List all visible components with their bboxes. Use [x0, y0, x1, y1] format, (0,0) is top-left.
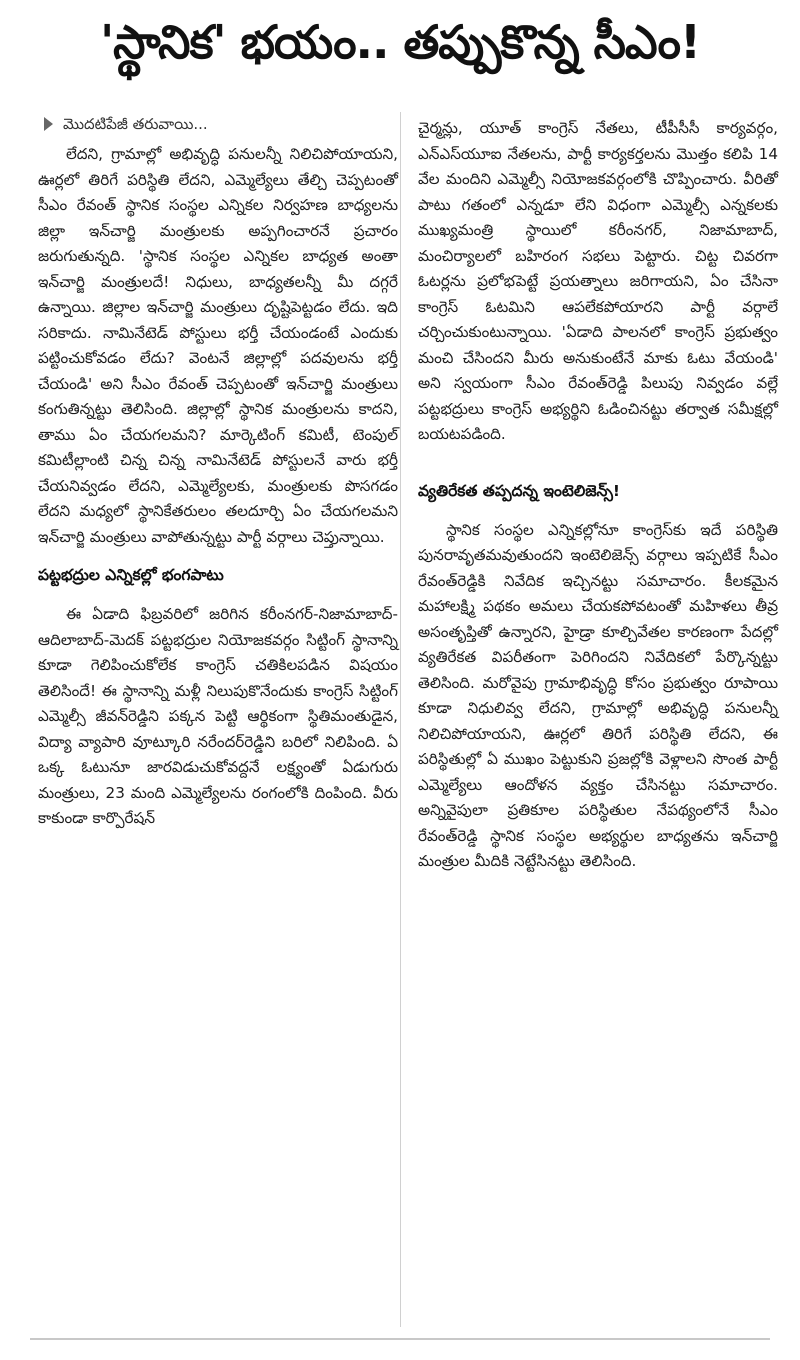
headline: 'స్థానిక' భయం.. తప్పుకొన్న సీఎం! — [100, 15, 700, 69]
column-divider — [400, 112, 401, 1327]
paragraph: స్థానిక సంస్థల ఎన్నికల్లోనూ కాంగ్రెస్‌కు ఇదే పరిస్థితి పునరావృతమవుతుందని ఇంటెలిజెన్స్ వర్గాలు ఇప్పటికే సీఎం రేవంత్‌రెడ్డికి నివేదిక ఇచ్చినట్టు సమాచారం. కీలకమైన మహాలక్ష్మి పథకం అమలు చేయకపోవటంతో మహిళలు తీవ్ర అసంతృప్తితో ఉన్నారని, హైడ్రా కూల్చివేతల కారణంగా పేదల్లో వ్యతిరేకత విపరీతంగా పెరిగిందని నివేదికలో పేర్కొన్నట్టు తెలిసింది. మరోవైపు గ్రామాభివృద్ధి కోసం ప్రభుత్వం రూపాయి కూడా నిధులివ్వ లేదని, గ్రామాల్లో అభివృద్ధి పనులన్నీ నిలిచిపోయాయని, ఊర్లలో తిరిగే పరిస్థితి లేదని, ఈ పరిస్థితుల్లో ఏ ముఖం పెట్టుకుని ప్రజల్లోకి వెళ్లాలని సొంత పార్టీ ఎమ్మెల్యేలు ఆందోళన వ్యక్తం చేసినట్టు సమాచారం. అన్నివైపులా ప్రతికూల పరిస్థితుల నేపథ్యంలోనే సీఎం రేవంత్‌రెడ్డి స్థానిక సంస్థల అభ్యర్థుల బాధ్యతను ఇన్‌చార్జి మంత్రుల మీదికి నెట్టేసినట్టు తెలిసింది. — [418, 520, 778, 870]
subheading: పట్టభద్రుల ఎన్నికల్లో భంగపాటు — [38, 566, 224, 584]
left-column — [38, 112, 398, 832]
continued-label: మొదటిపేజీ తరువాయి... — [63, 115, 208, 133]
subheading: వ్యతిరేకత తప్పదన్న ఇంటెలిజెన్స్! — [418, 481, 621, 500]
bottom-rule — [30, 1338, 770, 1340]
paragraph: ఈ ఏడాది ఫిబ్రవరిలో జరిగిన కరీంనగర్-నిజామాబాద్-ఆదిలాబాద్-మెదక్ పట్టభద్రుల నియోజకవర్గం సిట్టింగ్ స్థానాన్ని కూడా గెలిపించుకోలేక కాంగ్రెస్ చతికిలపడిన విషయం తెలిసిందే! ఈ స్థానాన్ని మళ్లీ నిలుపుకొనేందుకు కాంగ్రెస్ సిట్టింగ్ ఎమ్మెల్సీ జీవన్‌రెడ్డిని పక్కన పెట్టి ఆర్థికంగా స్థితిమంతుడైన, విద్యా వ్యాపారి వూట్కూరి నరేందర్‌రెడ్డిని బరిలో నిలిపింది. ఏ ఒక్క ఓటునూ జారవిడుచుకోవద్దనే లక్ష్యంతో ఏడుగురు మంత్రులు, 23 మంది ఎమ్మెల్యేలను రంగంలోకి దింపింది. వీరు కాకుండా కార్పొరేషన్ — [38, 605, 398, 827]
continued-from — [38, 112, 398, 136]
paragraph: లేదని, గ్రామాల్లో అభివృద్ధి పనులన్నీ నిలిచిపోయాయని, ఊర్లలో తిరిగే పరిస్థితి లేదని, ఎమ్మెల్యేలు తేల్చి చెప్పటంతో సీఎం రేవంత్ స్థానిక సంస్థల ఎన్నికల నిర్వహణ బాధ్యలను జిల్లా ఇన్‌చార్జి మంత్రులకు అప్పగించారనే ప్రచారం జరుగుతున్నది. 'స్థానిక సంస్థల ఎన్నికల బాధ్యత అంతా ఇన్‌చార్జి మంత్రులదే! నిధులు, బాధ్యతలన్నీ మీ దగ్గరే ఉన్నాయి. జిల్లాల ఇన్‌చార్జి మంత్రులు దృష్టిపెట్టడం లేదు. ఇది సరికాదు. నామినేటెడ్ పోస్టులు భర్తీ చేయండంటే ఎందుకు పట్టించుకోవడం లేదు? వెంటనే జిల్లాల్లో పదవులను భర్తీ చేయండి' అని సీఎం రేవంత్ చెప్పటంతో ఇన్‌చార్జి మంత్రులు కంగుతిన్నట్టు తెలిసింది. జిల్లాల్లో స్థానిక మంత్రులను కాదని, తాము ఏం చేయగలమని? మార్కెటింగ్ కమిటీ, టెంపుల్ కమిటీల్లాంటి చిన్న చిన్న నామినేటెడ్ పోస్టులనే వారు భర్తీ చేయనివ్వడం లేదని, ఎమ్మెల్యేలకు, మంత్రులకు పొసగడం లేదని మధ్యలో స్థానికేతరులం తలదూర్చి ఏం చేయగలమని ఇన్‌చార్జి మంత్రులు వాపోతున్నట్టు పార్టీ వర్గాలు చెప్తున్నాయి. — [38, 145, 398, 546]
right-column — [418, 116, 778, 875]
paragraph: చైర్మన్లు, యూత్ కాంగ్రెస్ నేతలు, టీపీసీసీ కార్యవర్గం, ఎన్ఎస్‌యూఐ నేతలను, పార్టీ కార్యకర్తలను మొత్తం కలిపి 14 వేల మందిని ఎమ్మెల్సీ నియోజకవర్గంలోకి చొప్పించారు. వీరితో పాటు గతంలో ఎన్నడూ లేని విధంగా ఎమ్మెల్సీ ఎన్నకలకు ముఖ్యమంత్రి స్థాయిలో కరీంనగర్, నిజామాబాద్, మంచిర్యాలలో బహిరంగ సభలు పెట్టారు. చిట్ట చివరగా ఓటర్లను ప్రలోభపెట్టే ప్రయత్నాలు జరిగాయని, ఏం చేసినా కాంగ్రెస్ ఓటమిని ఆపలేకపోయారని పార్టీ వర్గాలే చర్చించుకుంటున్నాయి. 'ఏడాది పాలనలో కాంగ్రెస్ ప్రభుత్వం మంచి చేసిందని మీరు అనుకుంటేనే మాకు ఓటు వేయండి' అని స్వయంగా సీఎం రేవంత్‌రెడ్డి పిలుపు నివ్వడం వల్లే పట్టభద్రులు కాంగ్రెస్ అభ్యర్థిని ఓడించినట్టు తర్వాత సమీక్షల్లో బయటపడింది. — [418, 119, 778, 443]
play-arrow-icon — [44, 117, 53, 131]
